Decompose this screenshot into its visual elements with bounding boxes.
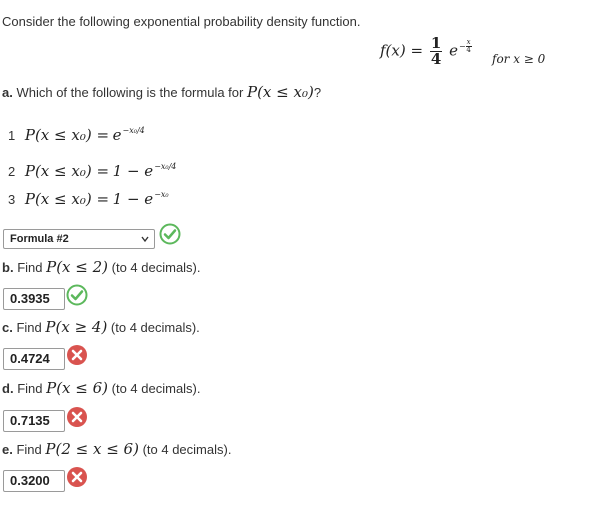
check-circle-icon [159, 223, 181, 245]
part-d-text-post: (to 4 decimals). [111, 381, 201, 396]
intro-text: Consider the following exponential probability density function. [2, 14, 361, 29]
part-c-answer-input[interactable] [3, 348, 65, 370]
part-b-answer-value: 0.3935 [10, 291, 50, 306]
option-3 [8, 190, 169, 208]
pdf-exp-sign: − [458, 41, 466, 51]
x-circle-icon [66, 344, 88, 366]
pdf-domain [492, 52, 545, 66]
part-c-prob: P(x ≥ 4) [45, 318, 108, 336]
part-b-question [2, 258, 201, 276]
pdf-frac-num: 1 [430, 34, 442, 52]
option-1-lhs: P(x ≤ x₀) = [24, 126, 110, 144]
formula-select[interactable] [3, 229, 155, 249]
part-e-question [2, 440, 231, 458]
part-d-answer-input[interactable] [3, 410, 65, 432]
option-3-exp: −x₀ [154, 190, 169, 199]
part-e-text-pre: Find [16, 442, 42, 457]
option-1-rhs: e [112, 126, 122, 144]
part-b-prob: P(x ≤ 2) [46, 258, 109, 276]
part-a-letter: a. [2, 85, 13, 100]
option-1 [8, 126, 145, 144]
part-e-prob: P(2 ≤ x ≤ 6) [45, 440, 139, 458]
part-d-text-pre: Find [17, 381, 43, 396]
option-2-number: 2 [8, 164, 16, 179]
part-e-answer-input[interactable] [3, 470, 65, 492]
pdf-exp-den: 4 [466, 46, 471, 54]
pdf-exponent [458, 38, 472, 54]
part-c-answer-value: 0.4724 [10, 351, 50, 366]
part-e-answer-value: 0.3200 [10, 473, 50, 488]
x-circle-icon [66, 406, 88, 428]
pdf-formula [380, 36, 472, 67]
option-1-number: 1 [8, 128, 16, 143]
option-3-number: 3 [8, 192, 16, 207]
pdf-domain-text: for x ≥ 0 [492, 52, 546, 66]
part-e-text-post: (to 4 decimals). [142, 442, 232, 457]
option-2 [8, 162, 176, 180]
part-b-text-pre: Find [17, 260, 43, 275]
part-d-prob: P(x ≤ 6) [46, 379, 109, 397]
part-b-answer-input[interactable] [3, 288, 65, 310]
option-2-exp: −x₀/4 [154, 162, 177, 171]
pdf-frac-den: 4 [430, 50, 442, 68]
option-1-exp: −x₀/4 [122, 126, 145, 135]
chevron-down-icon [141, 235, 149, 243]
option-3-rhs: 1 − e [112, 190, 154, 208]
option-2-rhs: 1 − e [112, 162, 154, 180]
part-a-end: ? [313, 85, 322, 100]
part-e-letter: e. [2, 442, 13, 457]
pdf-fraction [430, 36, 442, 67]
part-d-answer-value: 0.7135 [10, 413, 50, 428]
part-c-question [2, 318, 200, 336]
part-d-letter: d. [2, 381, 14, 396]
part-b-text-post: (to 4 decimals). [111, 260, 201, 275]
part-b-letter: b. [2, 260, 14, 275]
pdf-lhs: f(x) = [380, 41, 424, 60]
part-c-letter: c. [2, 320, 13, 335]
part-a-text: Which of the following is the formula for [16, 85, 244, 100]
pdf-exp-num: x [466, 38, 471, 46]
check-circle-icon [66, 284, 88, 306]
part-a-prob: P(x ≤ x₀) [246, 83, 314, 101]
pdf-base: e [449, 41, 458, 60]
part-c-text-post: (to 4 decimals). [110, 320, 200, 335]
option-2-lhs: P(x ≤ x₀) = [24, 162, 110, 180]
option-3-lhs: P(x ≤ x₀) = [24, 190, 110, 208]
part-a-question [2, 83, 321, 101]
part-d-question [2, 379, 201, 397]
formula-select-value: Formula #2 [10, 233, 69, 245]
part-c-text-pre: Find [16, 320, 42, 335]
x-circle-icon [66, 466, 88, 488]
